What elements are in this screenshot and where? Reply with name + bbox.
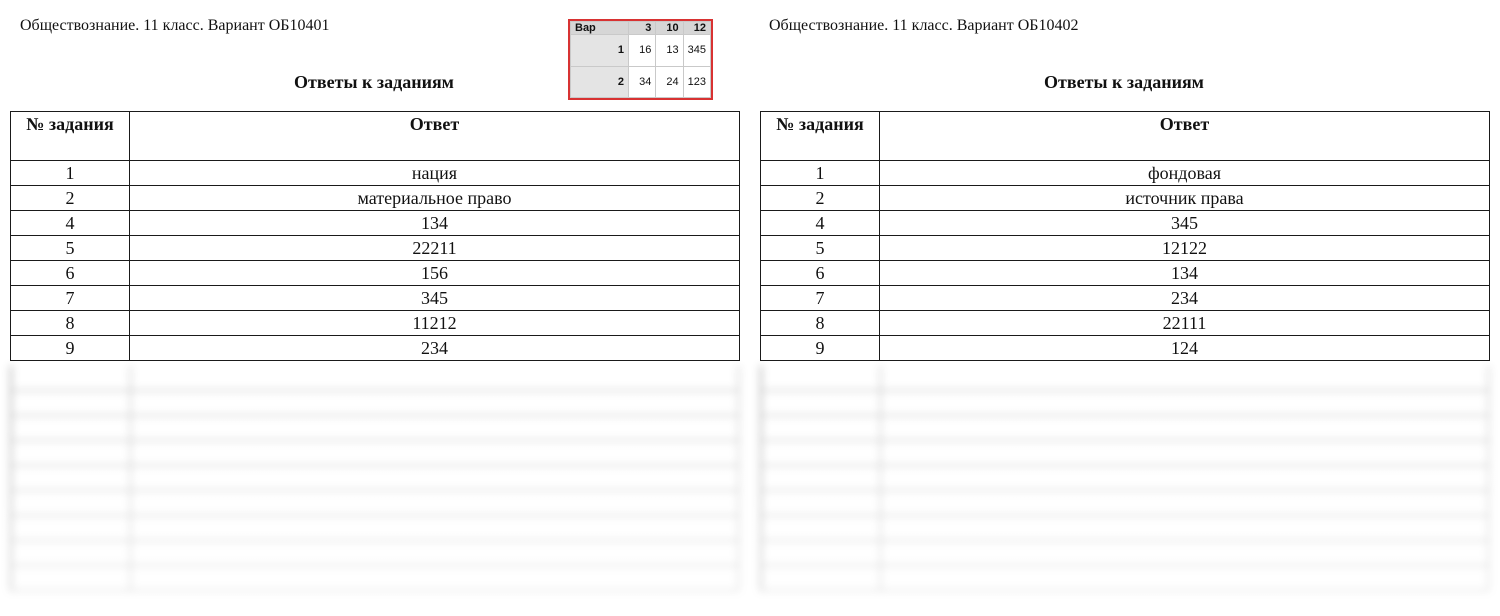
key-header-row xyxy=(571,22,711,35)
key-corner-label: Вар xyxy=(571,22,629,35)
answer-cell: 134 xyxy=(130,211,740,236)
table-row xyxy=(11,311,740,336)
task-number-cell: 5 xyxy=(11,236,130,261)
right-blur-overlay xyxy=(750,366,1500,616)
table-row xyxy=(761,186,1490,211)
key-cell: 16 xyxy=(629,35,656,67)
column-header-answer: Ответ xyxy=(880,112,1490,161)
answer-cell: 22111 xyxy=(880,311,1490,336)
task-number-cell: 8 xyxy=(761,311,880,336)
task-number-cell: 1 xyxy=(11,161,130,186)
column-header-number: № задания xyxy=(761,112,880,161)
key-table xyxy=(568,19,713,100)
task-number-cell: 2 xyxy=(761,186,880,211)
table-row xyxy=(11,211,740,236)
table-row xyxy=(761,236,1490,261)
key-row-label: 2 xyxy=(571,66,629,98)
answer-cell: материальное право xyxy=(130,186,740,211)
answer-cell: источник права xyxy=(880,186,1490,211)
key-column-header: 10 xyxy=(656,22,683,35)
table-header-row xyxy=(11,112,740,161)
answer-cell: 11212 xyxy=(130,311,740,336)
task-number-cell: 9 xyxy=(11,336,130,361)
column-header-answer: Ответ xyxy=(130,112,740,161)
task-number-cell: 7 xyxy=(11,286,130,311)
key-column-header: 12 xyxy=(683,22,710,35)
key-cell: 34 xyxy=(629,66,656,98)
answer-cell: 234 xyxy=(130,336,740,361)
left-answers-table xyxy=(10,111,740,361)
answer-cell: 234 xyxy=(880,286,1490,311)
answer-cell: 12122 xyxy=(880,236,1490,261)
table-row xyxy=(761,211,1490,236)
key-row xyxy=(571,35,711,67)
task-number-cell: 6 xyxy=(761,261,880,286)
answer-cell: 22211 xyxy=(130,236,740,261)
table-row xyxy=(11,286,740,311)
answer-cell: фондовая xyxy=(880,161,1490,186)
task-number-cell: 8 xyxy=(11,311,130,336)
table-header-row xyxy=(761,112,1490,161)
answer-cell: 345 xyxy=(880,211,1490,236)
key-cell: 123 xyxy=(683,66,710,98)
column-header-number: № задания xyxy=(11,112,130,161)
key-column-header: 3 xyxy=(629,22,656,35)
key-row xyxy=(571,66,711,98)
answer-cell: нация xyxy=(130,161,740,186)
table-row xyxy=(11,261,740,286)
task-number-cell: 6 xyxy=(11,261,130,286)
task-number-cell: 1 xyxy=(761,161,880,186)
answer-cell: 124 xyxy=(880,336,1490,361)
table-row xyxy=(761,161,1490,186)
left-blur-overlay xyxy=(0,366,750,616)
right-answers-title: Ответы к заданиям xyxy=(1044,72,1204,92)
table-row xyxy=(761,311,1490,336)
task-number-cell: 5 xyxy=(761,236,880,261)
task-number-cell: 9 xyxy=(761,336,880,361)
key-cell: 345 xyxy=(683,35,710,67)
table-row xyxy=(761,336,1490,361)
answer-cell: 156 xyxy=(130,261,740,286)
key-row-label: 1 xyxy=(571,35,629,67)
right-variant-header: Обществознание. 11 класс. Вариант ОБ10402 xyxy=(769,17,1079,34)
task-number-cell: 2 xyxy=(11,186,130,211)
key-cell: 24 xyxy=(656,66,683,98)
task-number-cell: 4 xyxy=(11,211,130,236)
table-row xyxy=(11,161,740,186)
table-row xyxy=(11,236,740,261)
key-cell: 13 xyxy=(656,35,683,67)
table-row xyxy=(761,286,1490,311)
right-answers-table xyxy=(760,111,1490,361)
answer-cell: 345 xyxy=(130,286,740,311)
left-variant-header: Обществознание. 11 класс. Вариант ОБ10401 xyxy=(20,17,330,34)
answer-cell: 134 xyxy=(880,261,1490,286)
table-row xyxy=(761,261,1490,286)
table-row xyxy=(11,186,740,211)
task-number-cell: 7 xyxy=(761,286,880,311)
left-answers-title: Ответы к заданиям xyxy=(294,72,454,92)
task-number-cell: 4 xyxy=(761,211,880,236)
table-row xyxy=(11,336,740,361)
